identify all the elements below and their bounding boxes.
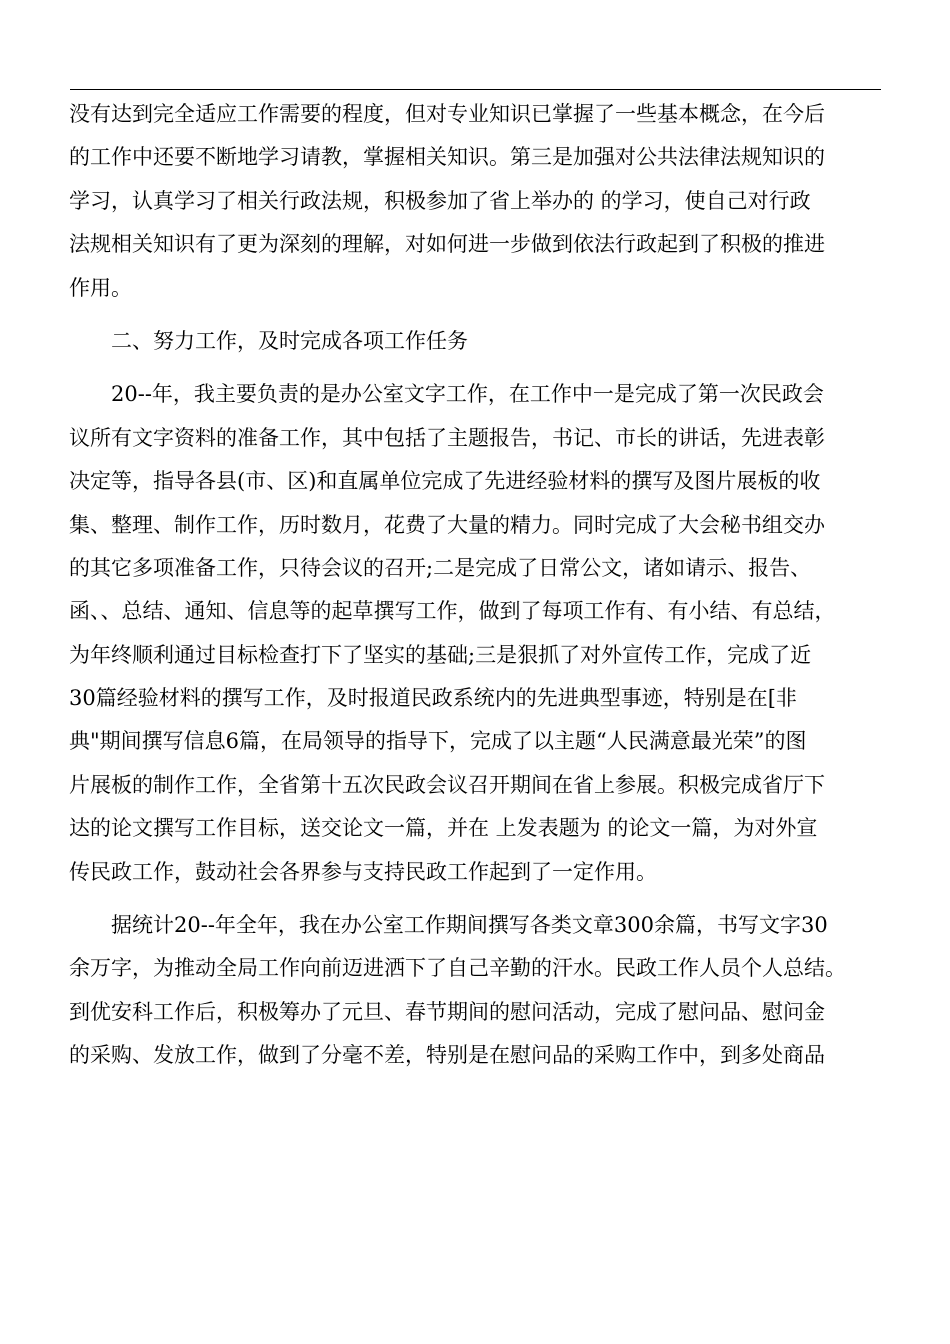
paragraph-gap	[69, 310, 884, 320]
text-line: 集、整理、制作工作，历时数月，花费了大量的精力。同时完成了大会秘书组交办	[69, 512, 825, 537]
header-rule	[70, 89, 881, 90]
text-line: 典"期间撰写信息6篇，在局领导的指导下，完成了以主题“人民满意最光荣”的图	[69, 729, 807, 754]
text-line: 议所有文字资料的准备工作，其中包括了主题报告，书记、市长的讲话，先进表彰	[69, 425, 825, 450]
text-line: 片展板的制作工作，全省第十五次民政会议召开期间在省上参展。积极完成省厅下	[69, 772, 825, 797]
text-line: 没有达到完全适应工作需要的程度，但对专业知识已掌握了一些基本概念，在今后	[69, 102, 825, 126]
document-body	[69, 93, 884, 1078]
paragraph-gap	[69, 894, 884, 904]
text-line: 传民政工作，鼓动社会各界参与支持民政工作起到了一定作用。	[69, 859, 657, 884]
text-line: 函、、总结、通知、信息等的起草撰写工作，做到了每项工作有、有小结、有总结，	[69, 599, 836, 624]
text-line: 学习，认真学习了相关行政法规，积极参加了省上举办的 的学习，使自己对行政	[69, 188, 811, 213]
text-line: 的工作中还要不断地学习请教，掌握相关知识。第三是加强对公共法律法规知识的	[69, 145, 825, 170]
text-line: 达的论文撰写工作目标，送交论文一篇，并在 上发表题为 的论文一篇，为对外宣	[69, 816, 818, 841]
text-line: 为年终顺利通过目标检查打下了坚实的基础;三是狠抓了对外宣传工作，完成了近	[69, 642, 812, 667]
text-line: 余万字，为推动全局工作向前迈进洒下了自己辛勤的汗水。民政工作人员个人总结。	[69, 956, 846, 981]
text-line: 的其它多项准备工作，只待会议的召开;二是完成了日常公文，诸如请示、报告、	[69, 555, 812, 580]
text-line: 法规相关知识有了更为深刻的理解，对如何进一步做到依法行政起到了积极的推进	[69, 232, 825, 257]
text-line: 据统计20--年全年，我在办公室工作期间撰写各类文章300余篇，书写文字30	[69, 913, 828, 938]
text-line: 20--年，我主要负责的是办公室文字工作，在工作中一是完成了第一次民政会	[69, 382, 824, 407]
text-line: 的采购、发放工作，做到了分毫不差，特别是在慰问品的采购工作中，到多处商品	[69, 1043, 825, 1068]
text-line: 30篇经验材料的撰写工作，及时报道民政系统内的先进典型事迹，特别是在[非	[69, 686, 797, 711]
section-heading: 二、努力工作，及时完成各项工作任务	[69, 328, 468, 353]
paragraph-gap	[69, 363, 884, 373]
text-line: 作用。	[69, 275, 132, 300]
text-line: 到优安科工作后，积极筹办了元旦、春节期间的慰问活动，完成了慰问品、慰问金	[69, 999, 825, 1024]
text-line: 决定等，指导各县(市、区)和直属单位完成了先进经验材料的撰写及图片展板的收	[69, 469, 821, 494]
